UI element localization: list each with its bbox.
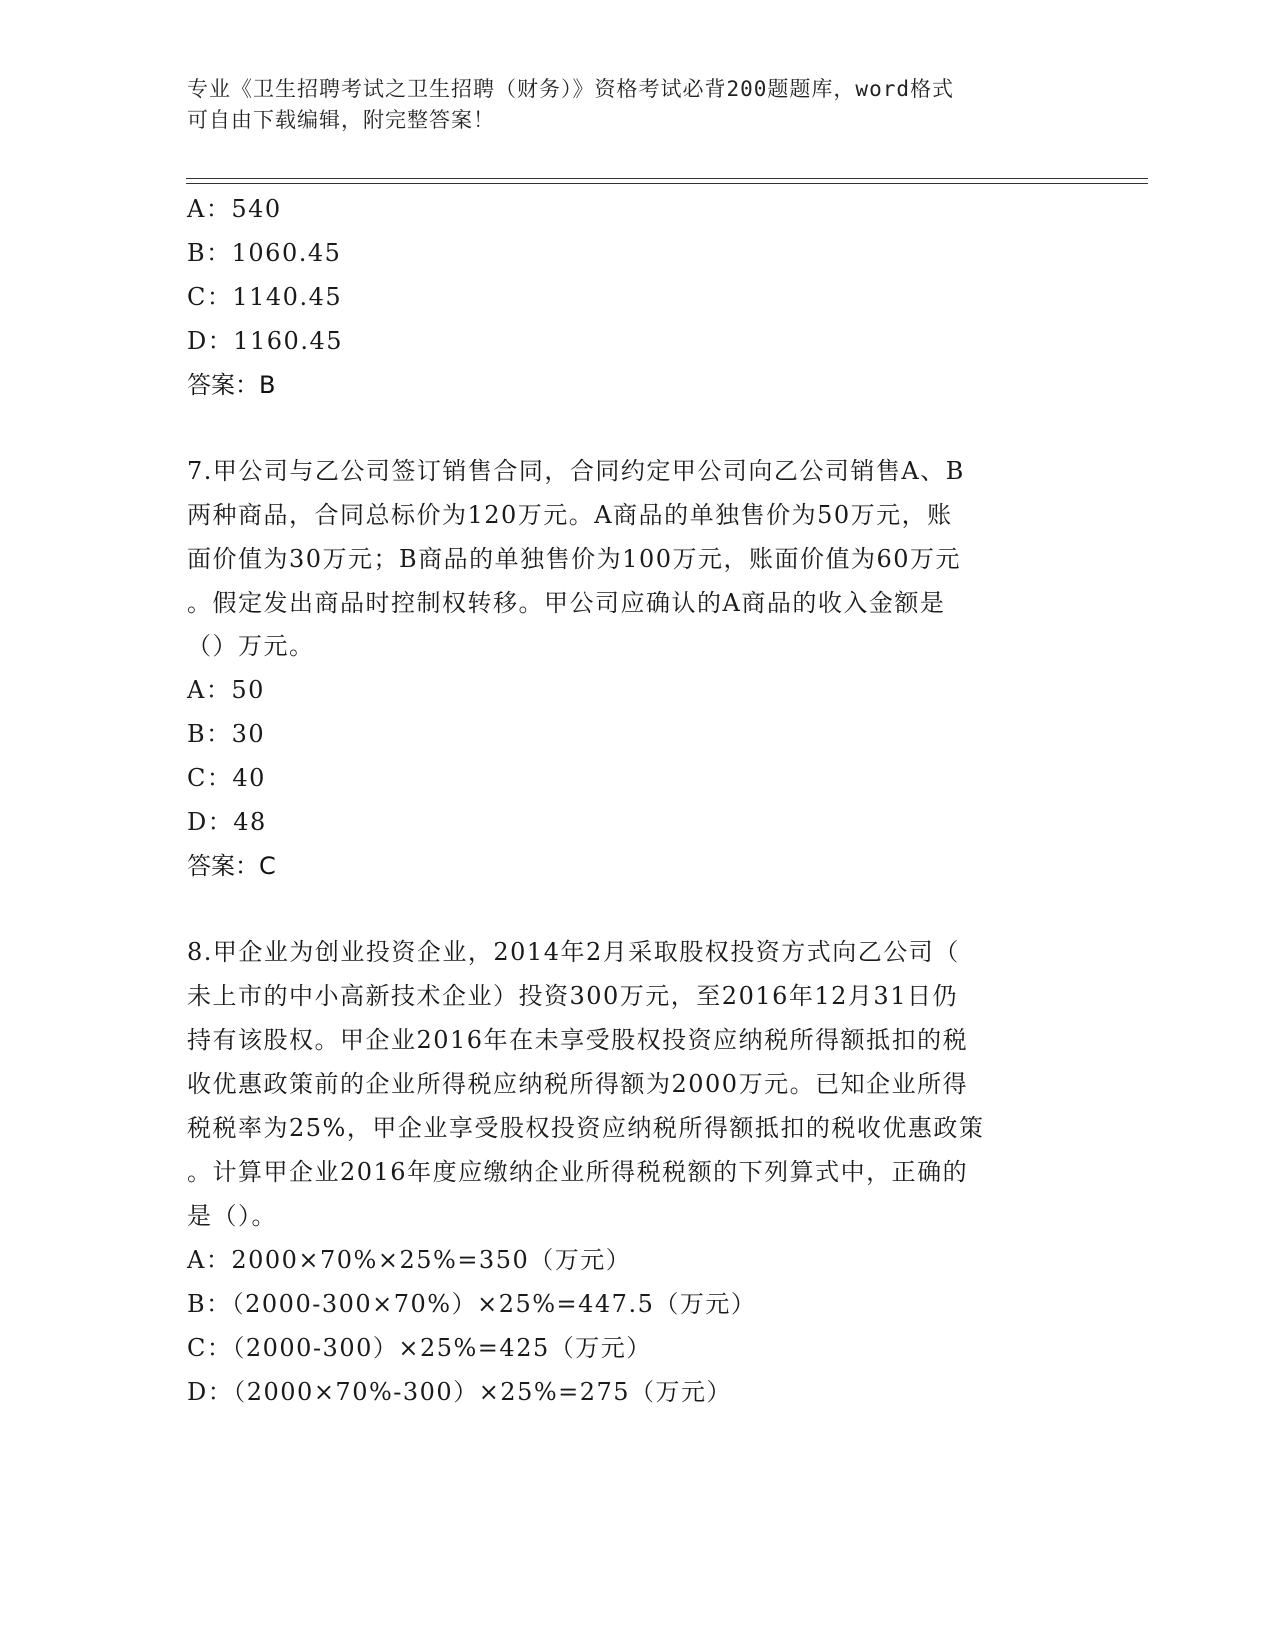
q8-option-c: C：（2000-300）×25%=425（万元）	[187, 1334, 652, 1362]
q6-option-b: B：1060.45	[187, 239, 342, 267]
header-divider-top	[186, 178, 1148, 179]
q7-text-line-4: 。假定发出商品时控制权转移。甲公司应确认的A商品的收入金额是	[187, 589, 946, 617]
q8-option-a: A：2000×70%×25%=350（万元）	[187, 1246, 632, 1274]
q8-option-d: D：（2000×70%-300）×25%=275（万元）	[187, 1378, 733, 1406]
document-header	[187, 74, 1067, 136]
q7-text-line-3: 面价值为30万元；B商品的单独售价为100万元，账面价值为60万元	[187, 545, 962, 573]
q8-text-line-6: 。计算甲企业2016年度应缴纳企业所得税税额的下列算式中，正确的	[187, 1158, 969, 1186]
q7-text-line-2: 两种商品，合同总标价为120万元。A商品的单独售价为50万元，账	[187, 501, 953, 529]
q8-option-b: B：（2000-300×70%）×25%=447.5（万元）	[187, 1290, 757, 1318]
q6-answer: 答案：B	[187, 371, 276, 399]
q8-text-line-4: 收优惠政策前的企业所得税应纳税所得额为2000万元。已知企业所得	[187, 1070, 969, 1098]
q6-option-c: C：1140.45	[187, 283, 343, 311]
q7-option-c: C：40	[187, 764, 266, 792]
q7-option-a: A：50	[187, 676, 265, 704]
q7-text-line-1: 7.甲公司与乙公司签订销售合同，合同约定甲公司向乙公司销售A、B	[187, 457, 965, 485]
q7-answer: 答案：C	[187, 852, 276, 880]
q8-text-line-5: 税税率为25%，甲企业享受股权投资应纳税所得额抵扣的税收优惠政策	[187, 1114, 985, 1142]
header-line-2: 可自由下载编辑，附完整答案！	[187, 108, 495, 132]
header-divider-bottom	[186, 183, 1148, 184]
q7-option-d: D：48	[187, 808, 267, 836]
q8-text-line-3: 持有该股权。甲企业2016年在未享受股权投资应纳税所得额抵扣的税	[187, 1026, 969, 1054]
q8-text-line-2: 未上市的中小高新技术企业）投资300万元，至2016年12月31日仍	[187, 982, 958, 1010]
q7-option-b: B：30	[187, 720, 266, 748]
q7-text-line-5: （）万元。	[187, 632, 315, 660]
q8-text-line-7: 是（）。	[187, 1202, 277, 1230]
q8-text-line-1: 8.甲企业为创业投资企业，2014年2月采取股权投资方式向乙公司（	[187, 938, 960, 966]
q6-option-a: A：540	[187, 195, 282, 223]
header-line-1: 专业《卫生招聘考试之卫生招聘（财务）》资格考试必背200题题库，word格式	[187, 77, 954, 101]
q6-option-d: D：1160.45	[187, 327, 343, 355]
